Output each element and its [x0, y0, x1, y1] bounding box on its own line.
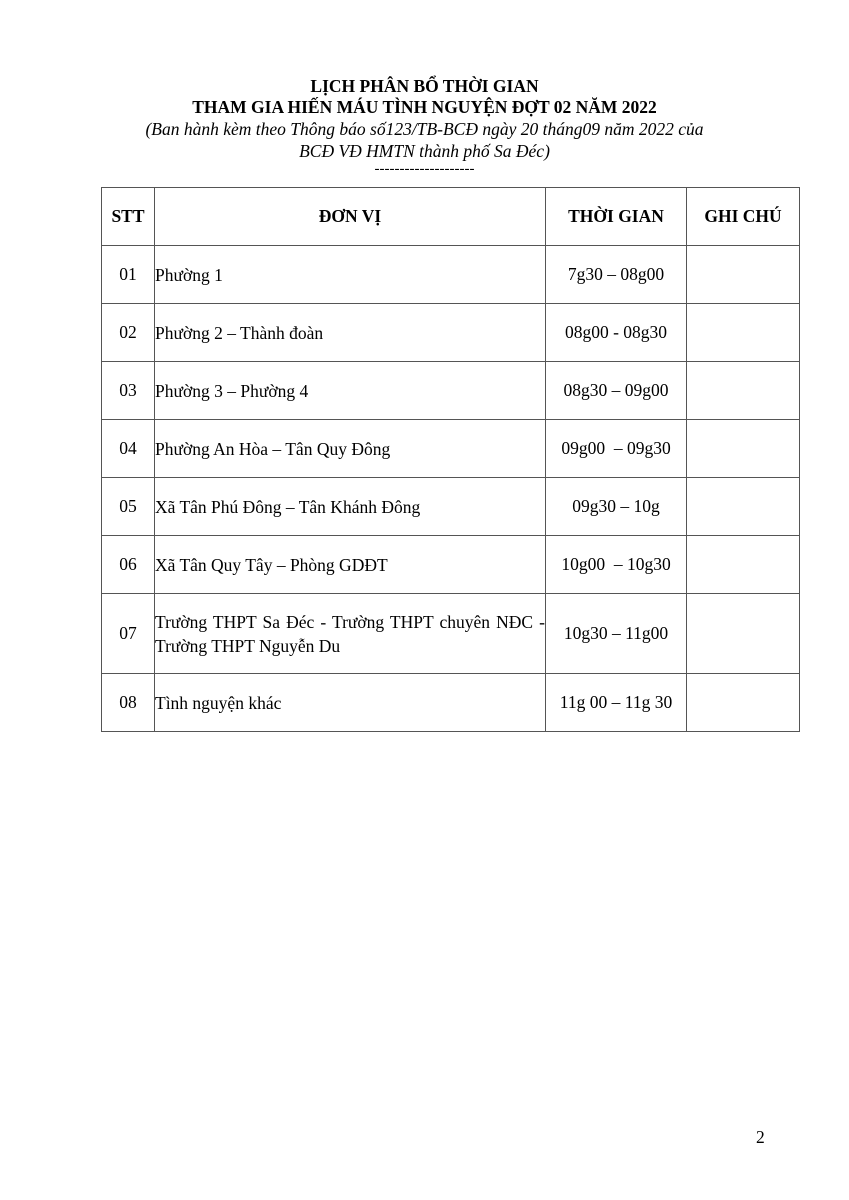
row-time: 10g00 – 10g30 [546, 536, 687, 594]
row-stt: 08 [102, 674, 155, 732]
row-note [687, 304, 800, 362]
table-row [102, 362, 800, 420]
row-unit: Xã Tân Quy Tây – Phòng GDĐT [155, 536, 546, 594]
row-unit: Phường An Hòa – Tân Quy Đông [155, 420, 546, 478]
row-unit: Xã Tân Phú Đông – Tân Khánh Đông [155, 478, 546, 536]
row-time: 08g00 - 08g30 [546, 304, 687, 362]
column-header-unit: ĐƠN VỊ [155, 188, 546, 246]
row-time: 7g30 – 08g00 [546, 246, 687, 304]
row-note [687, 536, 800, 594]
row-stt: 06 [102, 536, 155, 594]
row-time: 09g00 – 09g30 [546, 420, 687, 478]
schedule-table [101, 187, 800, 732]
row-time: 09g30 – 10g [546, 478, 687, 536]
document-title-line-2: THAM GIA HIẾN MÁU TÌNH NGUYỆN ĐỢT 02 NĂM 2022 [192, 97, 657, 117]
table-row [102, 420, 800, 478]
row-stt: 02 [102, 304, 155, 362]
row-note [687, 362, 800, 420]
column-header-note: GHI CHÚ [687, 188, 800, 246]
row-note [687, 594, 800, 674]
table-row [102, 674, 800, 732]
table-header-row [102, 188, 800, 246]
document-subtitle-line-2: BCĐ VĐ HMTN thành phố Sa Đéc) [299, 141, 550, 161]
row-time: 11g 00 – 11g 30 [546, 674, 687, 732]
row-time: 10g30 – 11g00 [546, 594, 687, 674]
row-note [687, 674, 800, 732]
header-separator: -------------------- [374, 161, 475, 177]
row-stt: 04 [102, 420, 155, 478]
row-time: 08g30 – 09g00 [546, 362, 687, 420]
row-unit: Phường 3 – Phường 4 [155, 362, 546, 420]
table-row [102, 594, 800, 674]
table-row [102, 304, 800, 362]
row-stt: 05 [102, 478, 155, 536]
row-note [687, 246, 800, 304]
row-note [687, 420, 800, 478]
row-stt: 03 [102, 362, 155, 420]
row-unit: Trường THPT Sa Đéc - Trường THPT chuyên NĐC - Trường THPT Nguyễn Du [155, 594, 546, 674]
row-stt: 01 [102, 246, 155, 304]
row-note [687, 478, 800, 536]
document-subtitle-line-1: (Ban hành kèm theo Thông báo số123/TB-BCĐ ngày 20 tháng09 năm 2022 của [145, 119, 704, 139]
table-row [102, 478, 800, 536]
page-number: 2 [756, 1127, 765, 1147]
row-stt: 07 [102, 594, 155, 674]
document-title-line-1: LỊCH PHÂN BỔ THỜI GIAN [310, 76, 539, 96]
row-unit: Phường 2 – Thành đoàn [155, 304, 546, 362]
table-row [102, 246, 800, 304]
table-row [102, 536, 800, 594]
row-unit: Phường 1 [155, 246, 546, 304]
column-header-time: THỜI GIAN [546, 188, 687, 246]
column-header-stt: STT [102, 188, 155, 246]
document-header [0, 76, 849, 176]
row-unit: Tình nguyện khác [155, 674, 546, 732]
